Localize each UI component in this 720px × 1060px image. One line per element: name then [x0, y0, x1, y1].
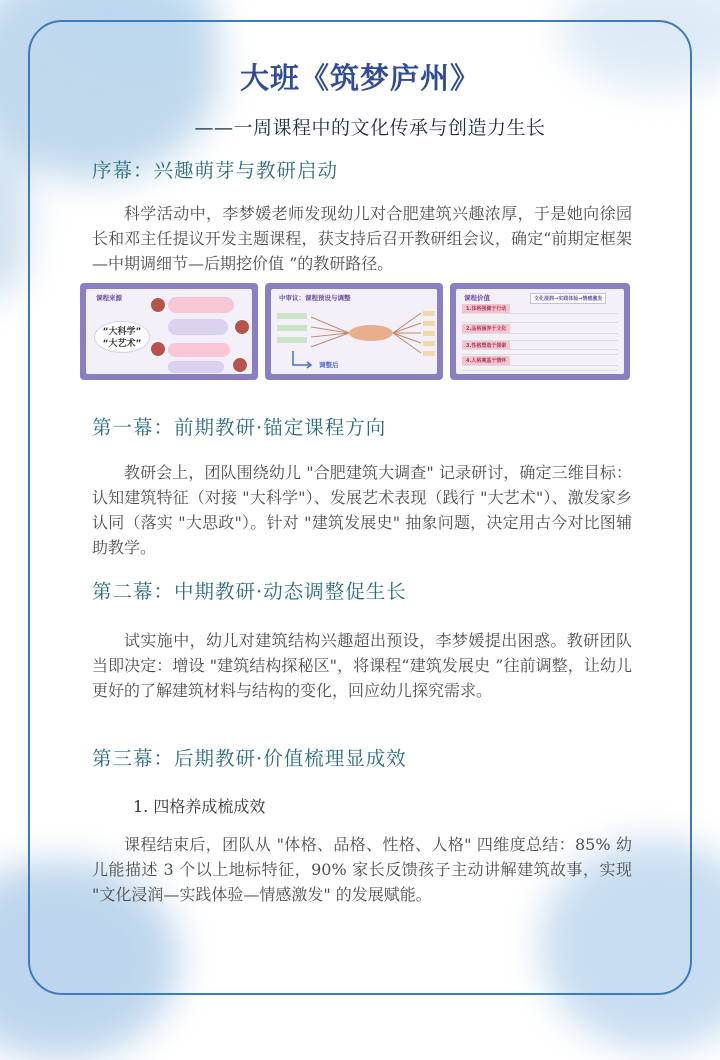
avatar: [150, 297, 166, 313]
slide-course-value: [450, 283, 630, 380]
section-paragraph: 课程结束后，团队从 "体格、品格、性格、人格" 四维度总结：85% 幼儿能描述 3 个以上地标特征，90% 家长反馈孩子主动讲解建筑故事，实现 "文化浸润—实践体验—情感激发" 的发展赋能。: [92, 835, 632, 904]
section-heading: 序幕：兴趣萌芽与教研启动: [92, 159, 339, 182]
mind-map-diagram: [271, 303, 437, 373]
section-heading: 第二幕：中期教研·动态调整促生长: [92, 580, 407, 603]
slide-header: 课程来源: [96, 294, 122, 302]
slide-course-source: [80, 283, 258, 380]
slide-value-item: 1.体格强健于行动: [462, 304, 510, 313]
slide-text-lines: [462, 349, 618, 355]
slide-oval: “大科学” “大艺术”: [94, 321, 150, 353]
slide-header: 中审议：课程预设与调整: [279, 294, 351, 302]
slide-value-item: 2.品格涵养于文化: [462, 324, 510, 333]
speech-bubble: [168, 319, 228, 335]
section-heading: 第一幕：前期教研·锚定课程方向: [92, 416, 387, 439]
slide-caption: 调整后: [319, 361, 339, 369]
section-subheading: 1. 四格养成梳成效: [133, 797, 266, 816]
slide-text-lines: [462, 313, 618, 323]
avatar: [234, 319, 250, 335]
section-paragraph: 试实施中，幼儿对建筑结构兴趣超出预设，李梦媛提出困惑。教研团队当即决定：增设 "建筑结构探秘区"，将课程“建筑发展史 ”往前调整，让幼儿更好的了解建筑材料与结构的变化，回应幼儿探究需求。: [92, 631, 632, 700]
page-subtitle: ——一周课程中的文化传承与创造力生长: [194, 117, 546, 139]
avatar: [150, 341, 166, 357]
section-heading: 第三幕：后期教研·价值梳理显成效: [92, 747, 407, 770]
speech-bubble: [168, 361, 224, 373]
slide-header: 课程价值: [464, 294, 490, 302]
speech-bubble: [168, 297, 234, 313]
avatar: [232, 357, 248, 373]
slide-text-lines: [462, 365, 618, 371]
section-paragraph: 科学活动中，李梦媛老师发现幼儿对合肥建筑兴趣浓厚，于是她向徐园长和邓主任提议开发主题课程，获支持后召开教研组会议，确定“前期定框架—中期调细节—后期挖价值 ”的教研路径。: [92, 204, 632, 273]
slide-tag: 文化浸润→实践体验→情感激发: [530, 293, 606, 304]
slide-value-item: 3.性格塑造于探索: [462, 341, 510, 350]
section-paragraph: 教研会上，团队围绕幼儿 "合肥建筑大调查" 记录研讨，确定三维目标：认知建筑特征（对接 "大科学"）、发展艺术表现（践行 "大艺术"）、激发家乡认同（落实 "大思政"）。针对 "建筑发展史" 抽象问题，决定用古今对比图辅助教学。: [92, 463, 632, 557]
slide-text-lines: [462, 333, 618, 341]
page-title: 大班《筑梦庐州》: [239, 61, 480, 95]
slide-mid-review: [265, 283, 443, 380]
slide-value-item: 4.人格奠基于情怀: [462, 356, 510, 365]
speech-bubble: [168, 343, 230, 357]
